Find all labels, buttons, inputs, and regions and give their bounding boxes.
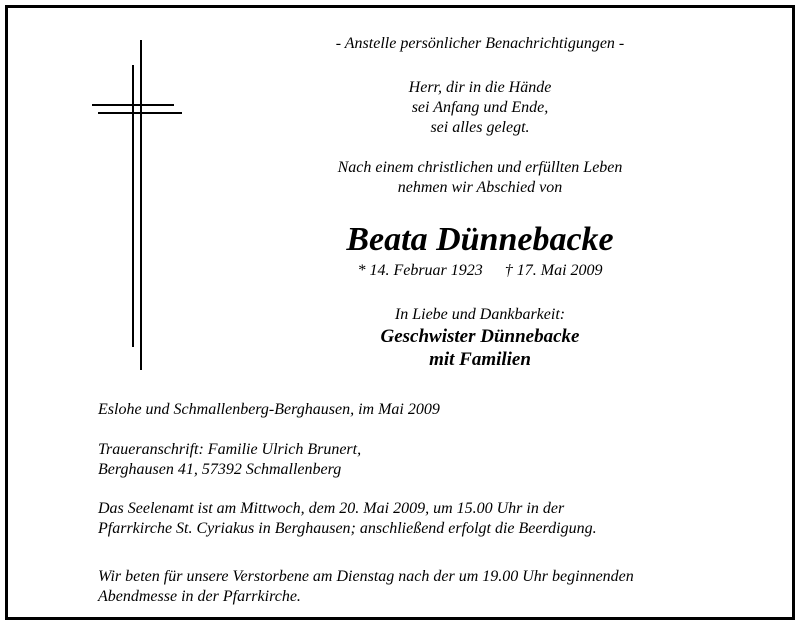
requiem-info xyxy=(98,499,758,539)
cross-vertical-line-1 xyxy=(132,65,134,347)
verse-line: sei alles gelegt. xyxy=(430,119,530,136)
cross-horizontal-line-1 xyxy=(92,104,174,106)
gratitude-line: In Liebe und Dankbarkeit: xyxy=(394,306,566,323)
cross-horizontal-line-2 xyxy=(98,112,182,114)
death-date: † 17. Mai 2009 xyxy=(504,262,603,279)
requiem-line: Das Seelenamt ist am Mittwoch, dem 20. Mai 2009, um 15.00 Uhr in der xyxy=(98,500,565,517)
verse-line: Herr, dir in die Hände xyxy=(408,79,552,96)
address-line: Berghausen 41, 57392 Schmallenberg xyxy=(98,461,342,478)
life-dates xyxy=(280,261,680,281)
cross-vertical-line-2 xyxy=(140,40,142,370)
prayer-info xyxy=(98,567,758,607)
birth-date: * 14. Februar 1923 xyxy=(357,262,483,279)
intro-line: Nach einem christlichen und erfüllten Leben xyxy=(337,159,623,176)
place-date: Eslohe und Schmallenberg-Berghausen, im Mai 2009 xyxy=(98,401,440,418)
mourners-line: Geschwister Dünnebacke xyxy=(380,326,580,347)
mourners xyxy=(280,325,680,371)
intro xyxy=(280,158,680,198)
prayer-line: Wir beten für unsere Verstorbene am Dienstag nach der um 19.00 Uhr beginnenden xyxy=(98,568,634,585)
mourners-line: mit Familien xyxy=(429,349,531,370)
notice-line: - Anstelle persönlicher Benachrichtigungen - xyxy=(335,35,625,52)
prayer-line: Abendmesse in der Pfarrkirche. xyxy=(98,588,301,605)
verse-line: sei Anfang und Ende, xyxy=(411,99,549,116)
address-line: Traueranschrift: Familie Ulrich Brunert, xyxy=(98,441,362,458)
intro-line: nehmen wir Abschied von xyxy=(397,179,563,196)
deceased-name: Beata Dünnebacke xyxy=(346,221,614,258)
address xyxy=(98,440,758,480)
requiem-line: Pfarrkirche St. Cyriakus in Berghausen; anschließend erfolgt die Beerdigung. xyxy=(98,520,597,537)
verse xyxy=(280,78,680,138)
